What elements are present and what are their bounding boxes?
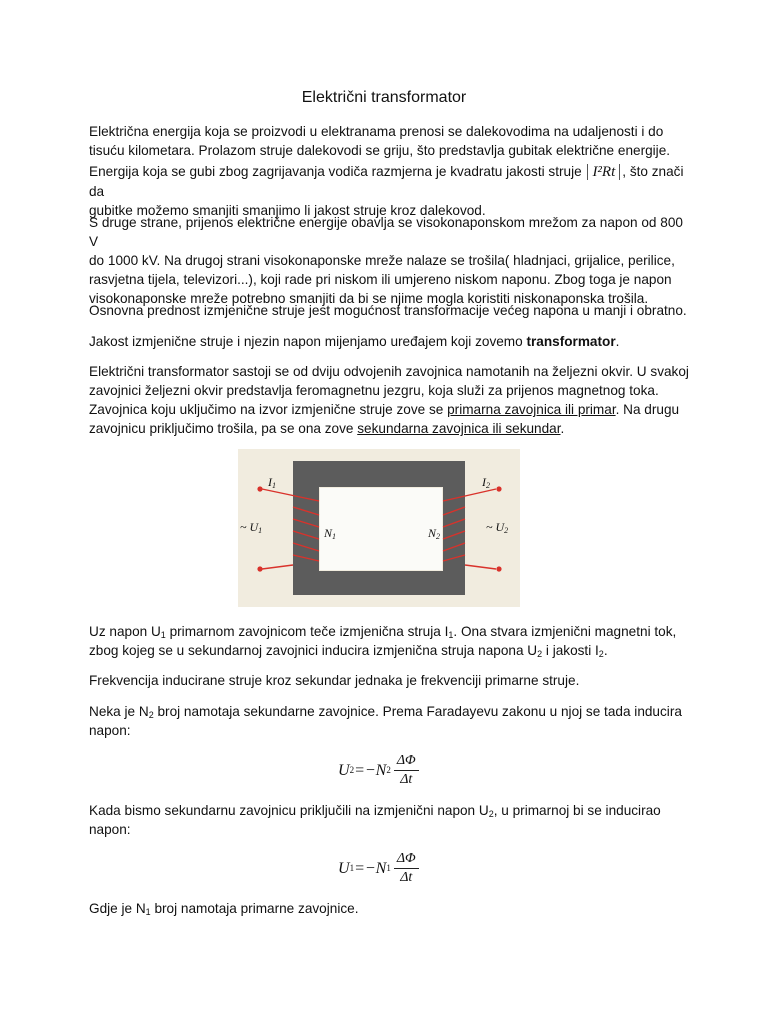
label-U1: ~ U1 <box>240 520 263 535</box>
page-title: Električni transformator <box>301 89 467 106</box>
paragraph-faraday: Neka je $N_2$ broj namotaja sekundarne zavojnice. Prema Faradayevu zakonu u njoj se tada inducira napon: <box>89 704 682 738</box>
paragraph-construction: Električni transformator sastoji se od dviju odvojenih zavojnica namotanih na željezni okvir. U svakoj zavojnici željezni okvir predstavlja feromagnetnu jezgru, koja služi za prijenos magnetnog toka. Zavojnica koju uključimo na izvor izmjenične struje zove se primarna zavojnica ili primar. Na drugu zavojnicu priključimo trošila, pa se ona zove sekundarna zavojnica ili sekundar. <box>89 364 689 436</box>
term-transformator: transformator <box>526 334 616 349</box>
joule-loss-formula: I²Rt <box>587 164 620 180</box>
terminal-secondary-bottom <box>496 566 501 571</box>
terminal-secondary-top <box>496 486 501 491</box>
paragraph-advantage: Osnovna prednost izmjenične struje jest mogućnost transformacije većeg napona u manji i obratno. <box>89 303 687 318</box>
paragraph-transformer-def: Jakost izmjenične struje i njezin napon mijenjamo uređajem koji zovemo transformator. <box>89 334 620 349</box>
paragraph-n1: Gdje je $N_1$ broj namotaja primarne zavojnice. <box>89 901 359 917</box>
paragraph-intro: Električna energija koja se proizvodi u elektranama prenosi se dalekovodima na udaljenosti i do tisuću kilometara. Prolazom struje dalekovodi se griju, što predstavlja gubitak električne energije. Energija koja se gubi zbog zagrijavanja vodiča razmjerna je kvadratu jakosti struje I²Rt , što znači da gubitke možemo smanjiti smanjimo li jakost struje kroz dalekovod. <box>89 124 684 218</box>
fraction: $\frac{\Delta\Phi}{\Delta t}$ <box>394 752 419 789</box>
equation-secondary: U 2 =−N 2 $\frac{\Delta\Phi}{\Delta t}$ <box>0 748 768 792</box>
transformer-diagram <box>238 449 520 607</box>
fraction: $\frac{\Delta\Phi}{\Delta t}$ <box>394 850 419 887</box>
paragraph-reverse: Kada bismo sekundarnu zavojnicu priključili na izmjenični napon $U_2$, u primarnoj bi se inducirao napon: <box>89 803 661 837</box>
terminal-primary-bottom <box>257 566 262 571</box>
core-window <box>320 488 442 570</box>
label-N1: N1 <box>324 526 337 541</box>
paragraph-high-voltage: S druge strane, prijenos električne energije obavlja se visokonaponskom mrežom za napon od 800 V do 1000 kV. Na drugoj strani visokonaponske mreže nalaze se trošila( hladnjaci, grijalice, perilice, rasvjetna tijela, televizori...), koji rade pri niskom ili umjereno niskom naponu. Zbog toga je napon visokonaponske mreže potrebno smanjiti da bi se njime mogla koristiti niskonaponska trošila. <box>89 215 683 306</box>
paragraph-induction: Uz napon $U_1$ primarnom zavojnicom teče izmjenična struja $I_1$. Ona stvara izmjenični magnetni tok, zbog kojeg se u sekundarnoj zavojnici inducira izmjenična struja napona $U_2$ i jakosti $I_2$. <box>89 624 677 659</box>
label-N2: N2 <box>428 526 441 541</box>
label-I1: I1 <box>268 475 276 490</box>
terminal-primary-top <box>257 486 262 491</box>
label-I2: I2 <box>482 475 490 490</box>
equation-primary: U 1 =−N 1 $\frac{\Delta\Phi}{\Delta t}$ <box>0 846 768 890</box>
paragraph-frequency: Frekvencija inducirane struje kroz sekundar jednaka je frekvenciji primarne struje. <box>89 673 580 688</box>
term-sekundar: sekundarna zavojnica ili sekundar <box>357 421 561 436</box>
label-U2: ~ U2 <box>486 520 509 535</box>
term-primar: primarna zavojnica ili primar <box>447 402 616 417</box>
